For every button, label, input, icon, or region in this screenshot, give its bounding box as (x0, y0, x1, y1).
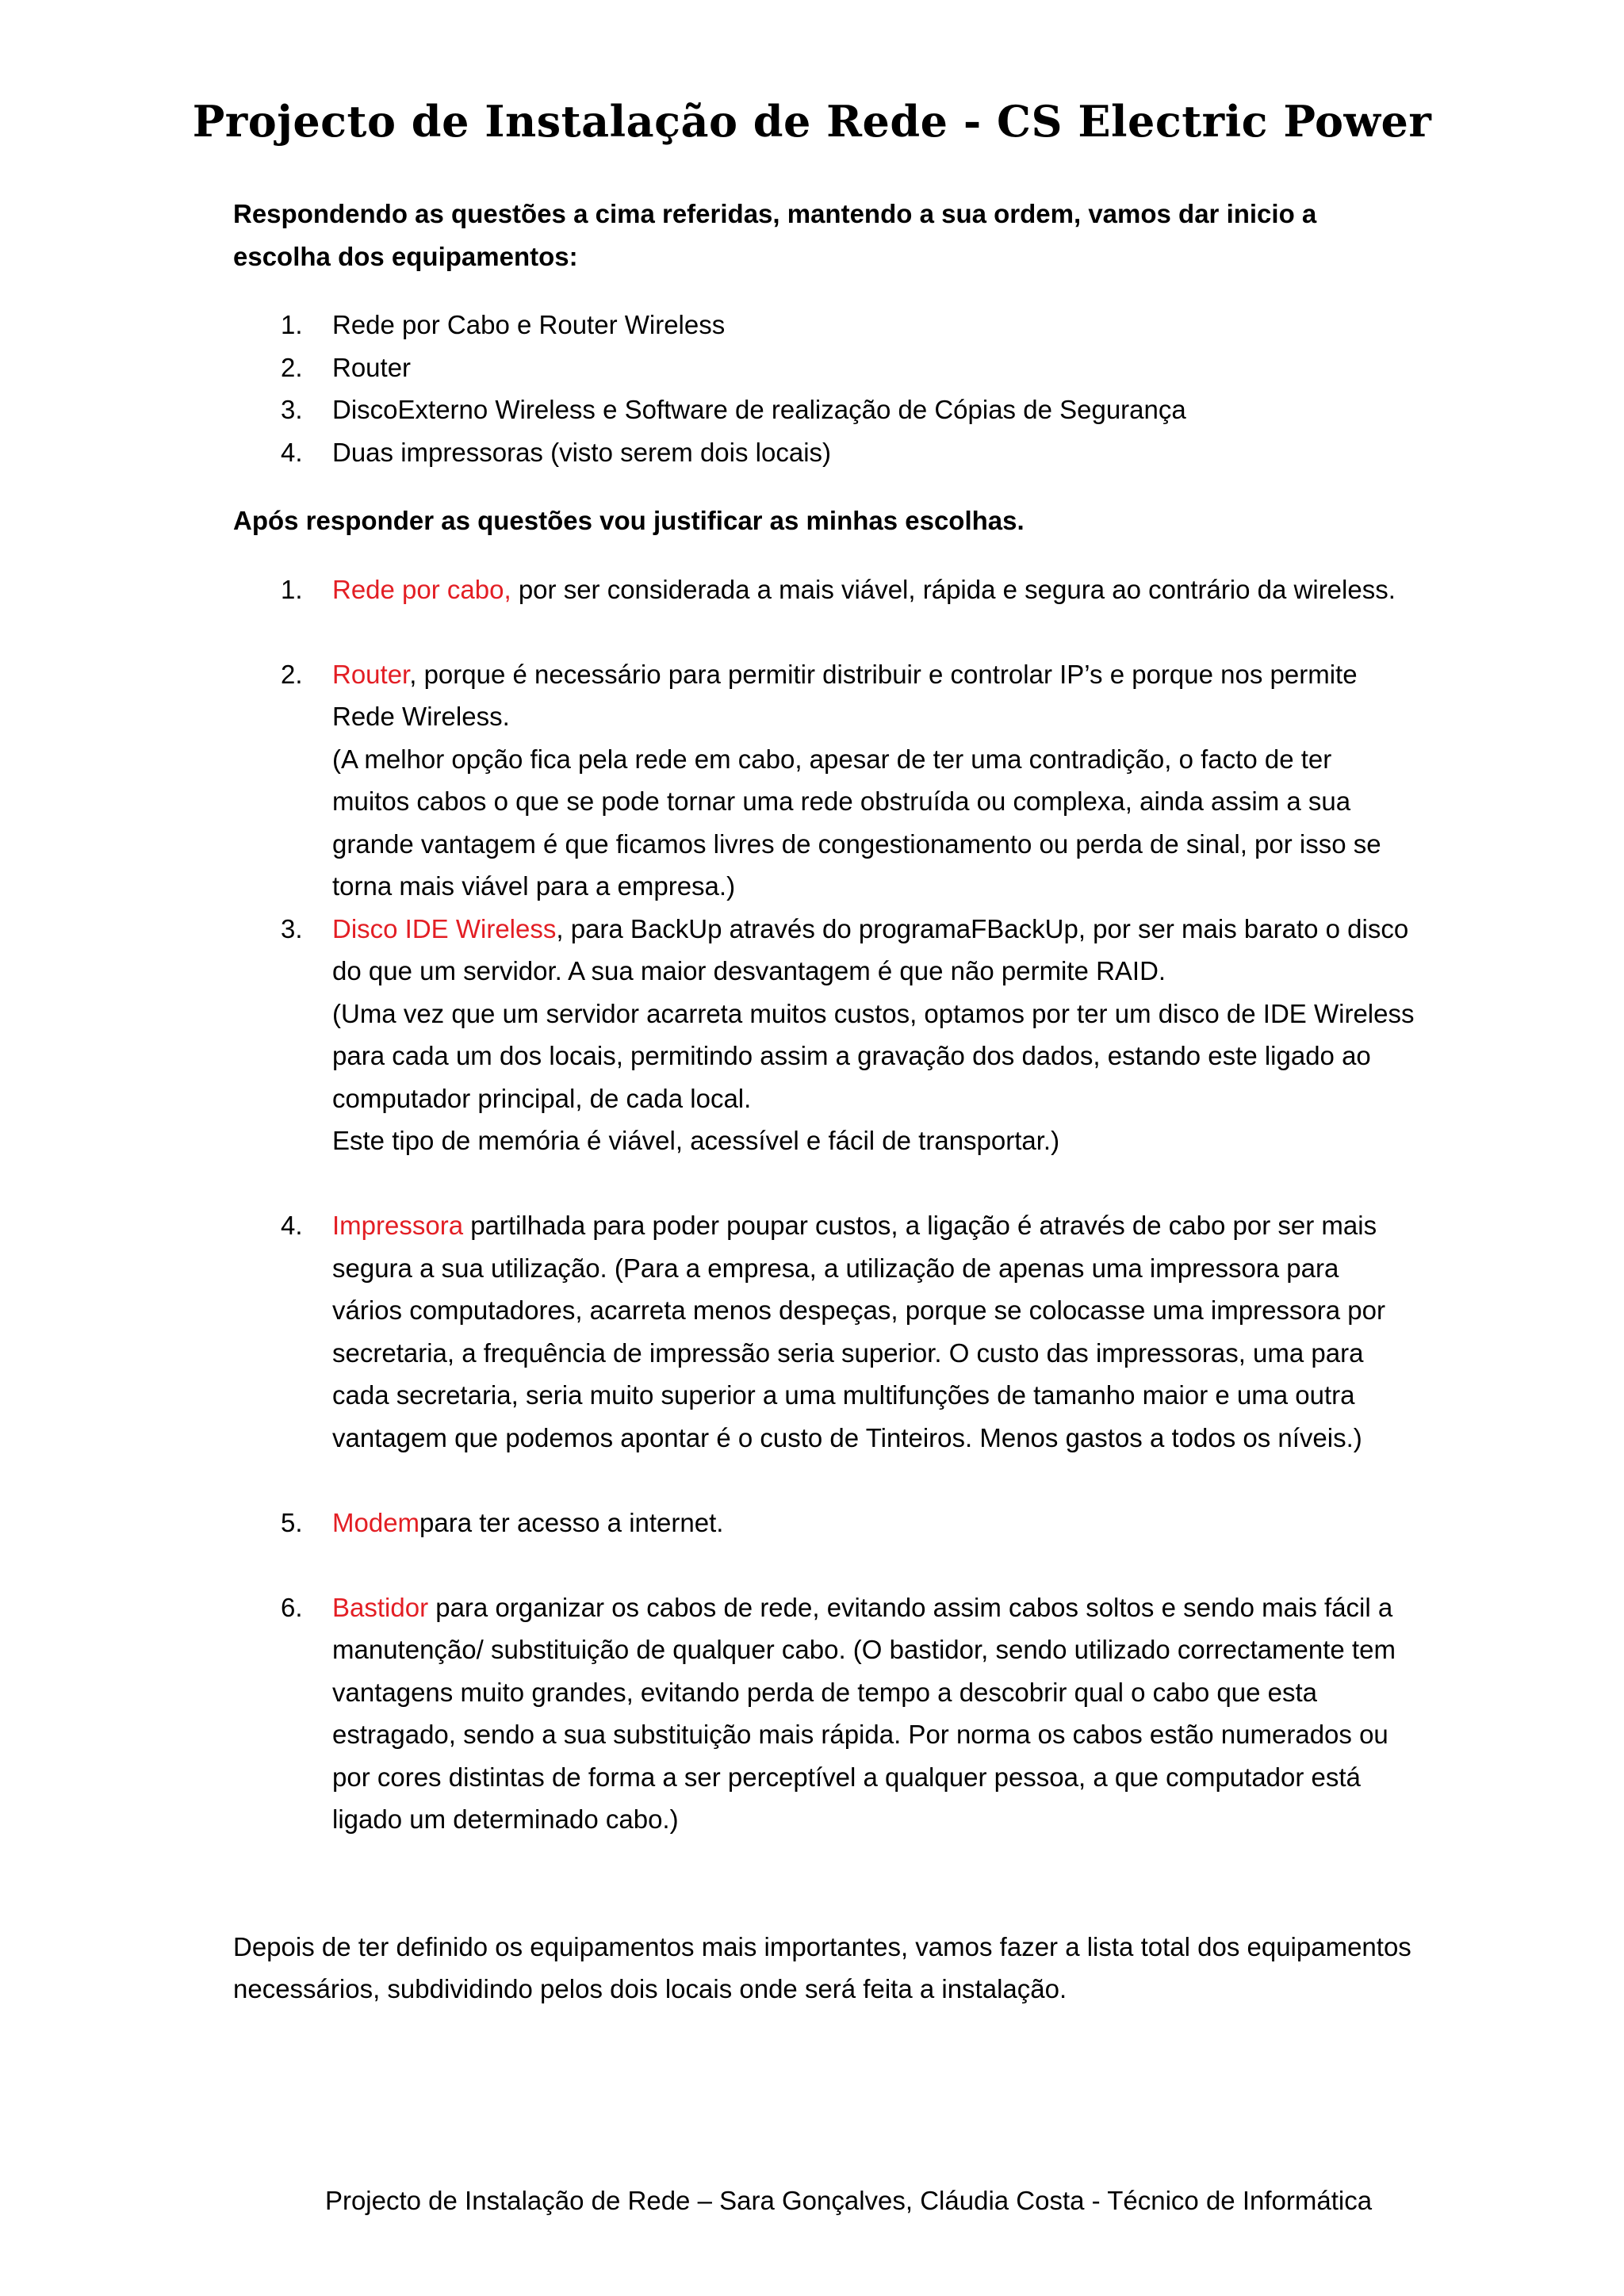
justification-text: , para BackUp através do programaFBackUp, por ser mais barato o disco do que um servidor. A sua maior desvantagem é que não permite RAID. (332, 913, 1409, 985)
justification-note: (A melhor opção fica pela rede em cabo, apesar de ter uma contradição, o facto de ter muitos cabos o que se pode tornar uma rede obstruída ou complexa, ainda assim a sua grande vantagem é que ficamos livres de congestionamento ou perda de sinal, por isso se torna mais viável para a empresa.) (332, 744, 1381, 901)
highlighted-term: Rede por cabo, (332, 574, 511, 604)
list-number: 5. (281, 1507, 303, 1537)
list-item-text: DiscoExterno Wireless e Software de realização de Cópias de Segurança (332, 395, 1186, 424)
intro-paragraph: Respondendo as questões a cima referidas, mantendo a sua ordem, vamos dar inicio a escolha dos equipamentos: (233, 199, 1317, 271)
highlighted-term: Disco IDE Wireless (332, 913, 557, 943)
list-number: 3. (281, 913, 303, 943)
list-item-text: Duas impressoras (visto serem dois locais) (332, 437, 832, 467)
list-number: 6. (281, 1592, 303, 1622)
justification-item (233, 908, 1415, 1162)
justification-text: partilhada para poder poupar custos, a ligação é através de cabo por ser mais segura a sua utilização. (Para a empresa, a utilização de apenas uma impressora para vários computadores, acarreta menos despeças, porque se colocasse uma impressora por secretaria, a frequência de impressão seria superior. O custo das impressoras, uma para cada secretaria, seria muito superior a uma multifunções de tamanho maior e uma outra vantagem que podemos apontar é o custo de Tinteiros. Menos gastos a todos os níveis.) (332, 1211, 1385, 1452)
justification-item (233, 653, 1415, 908)
highlighted-term: Modem (332, 1507, 420, 1537)
list-number: 1. (281, 310, 303, 339)
page-footer (0, 2181, 1624, 2221)
list-item (233, 388, 1415, 431)
list-item-text: Router (332, 352, 412, 382)
footer-text: Projecto de Instalação de Rede – Sara Gonçalves, Cláudia Costa - Técnico de Informática (324, 2186, 1373, 2215)
justification-list (233, 568, 1415, 1841)
list-item-text: Rede por Cabo e Router Wireless (332, 310, 726, 339)
list-item (233, 304, 1415, 346)
list-number: 3. (281, 395, 303, 424)
justification-heading: Após responder as questões vou justificar as minhas escolhas. (233, 506, 1025, 535)
highlighted-term: Router (332, 659, 410, 689)
closing-paragraph: Depois de ter definido os equipamentos mais importantes, vamos fazer a lista total dos equipamentos necessários, subdividindo pelos dois locais onde será feita a instalação. (233, 1931, 1411, 2003)
list-number: 4. (281, 1211, 303, 1240)
justification-item (233, 1204, 1415, 1459)
list-number: 1. (281, 574, 303, 604)
justification-note: (Uma vez que um servidor acarreta muitos custos, optamos por ter um disco de IDE Wireless para cada um dos locais, permitindo assim a gravação dos dados, estando este ligado ao computador principal, de cada local. (332, 998, 1415, 1113)
page-title: Projecto de Instalação de Rede - CS Electric Power (192, 96, 1432, 147)
justification-text: para ter acesso a internet. (419, 1507, 724, 1537)
justification-item (233, 1586, 1415, 1841)
list-item (233, 346, 1415, 389)
list-number: 2. (281, 659, 303, 689)
list-number: 4. (281, 437, 303, 467)
document-body (233, 193, 1415, 2037)
equipment-answers-list (233, 304, 1415, 473)
justification-note: Este tipo de memória é viável, acessível e fácil de transportar.) (332, 1126, 1060, 1155)
justification-text: por ser considerada a mais viável, rápida e segura ao contrário da wireless. (511, 574, 1396, 604)
list-number: 2. (281, 352, 303, 382)
justification-text: para organizar os cabos de rede, evitando assim cabos soltos e sendo mais fácil a manutenção/ substituição de qualquer cabo. (O bastidor, sendo utilizado correctamente tem vantagens muito grandes, evitando perda de tempo a descobrir qual o cabo que esta estragado, sendo a sua substituição mais rápida. Por norma os cabos estão numerados ou por cores distintas de forma a ser perceptível a qualquer pessoa, a que computador está ligado um determinado cabo.) (332, 1592, 1396, 1834)
highlighted-term: Bastidor (332, 1592, 429, 1622)
justification-text: , porque é necessário para permitir distribuir e controlar IP’s e porque nos permite Rede Wireless. (332, 659, 1358, 731)
justification-item (233, 568, 1415, 611)
justification-item (233, 1502, 1415, 1544)
highlighted-term: Impressora (332, 1211, 464, 1240)
list-item (233, 431, 1415, 474)
